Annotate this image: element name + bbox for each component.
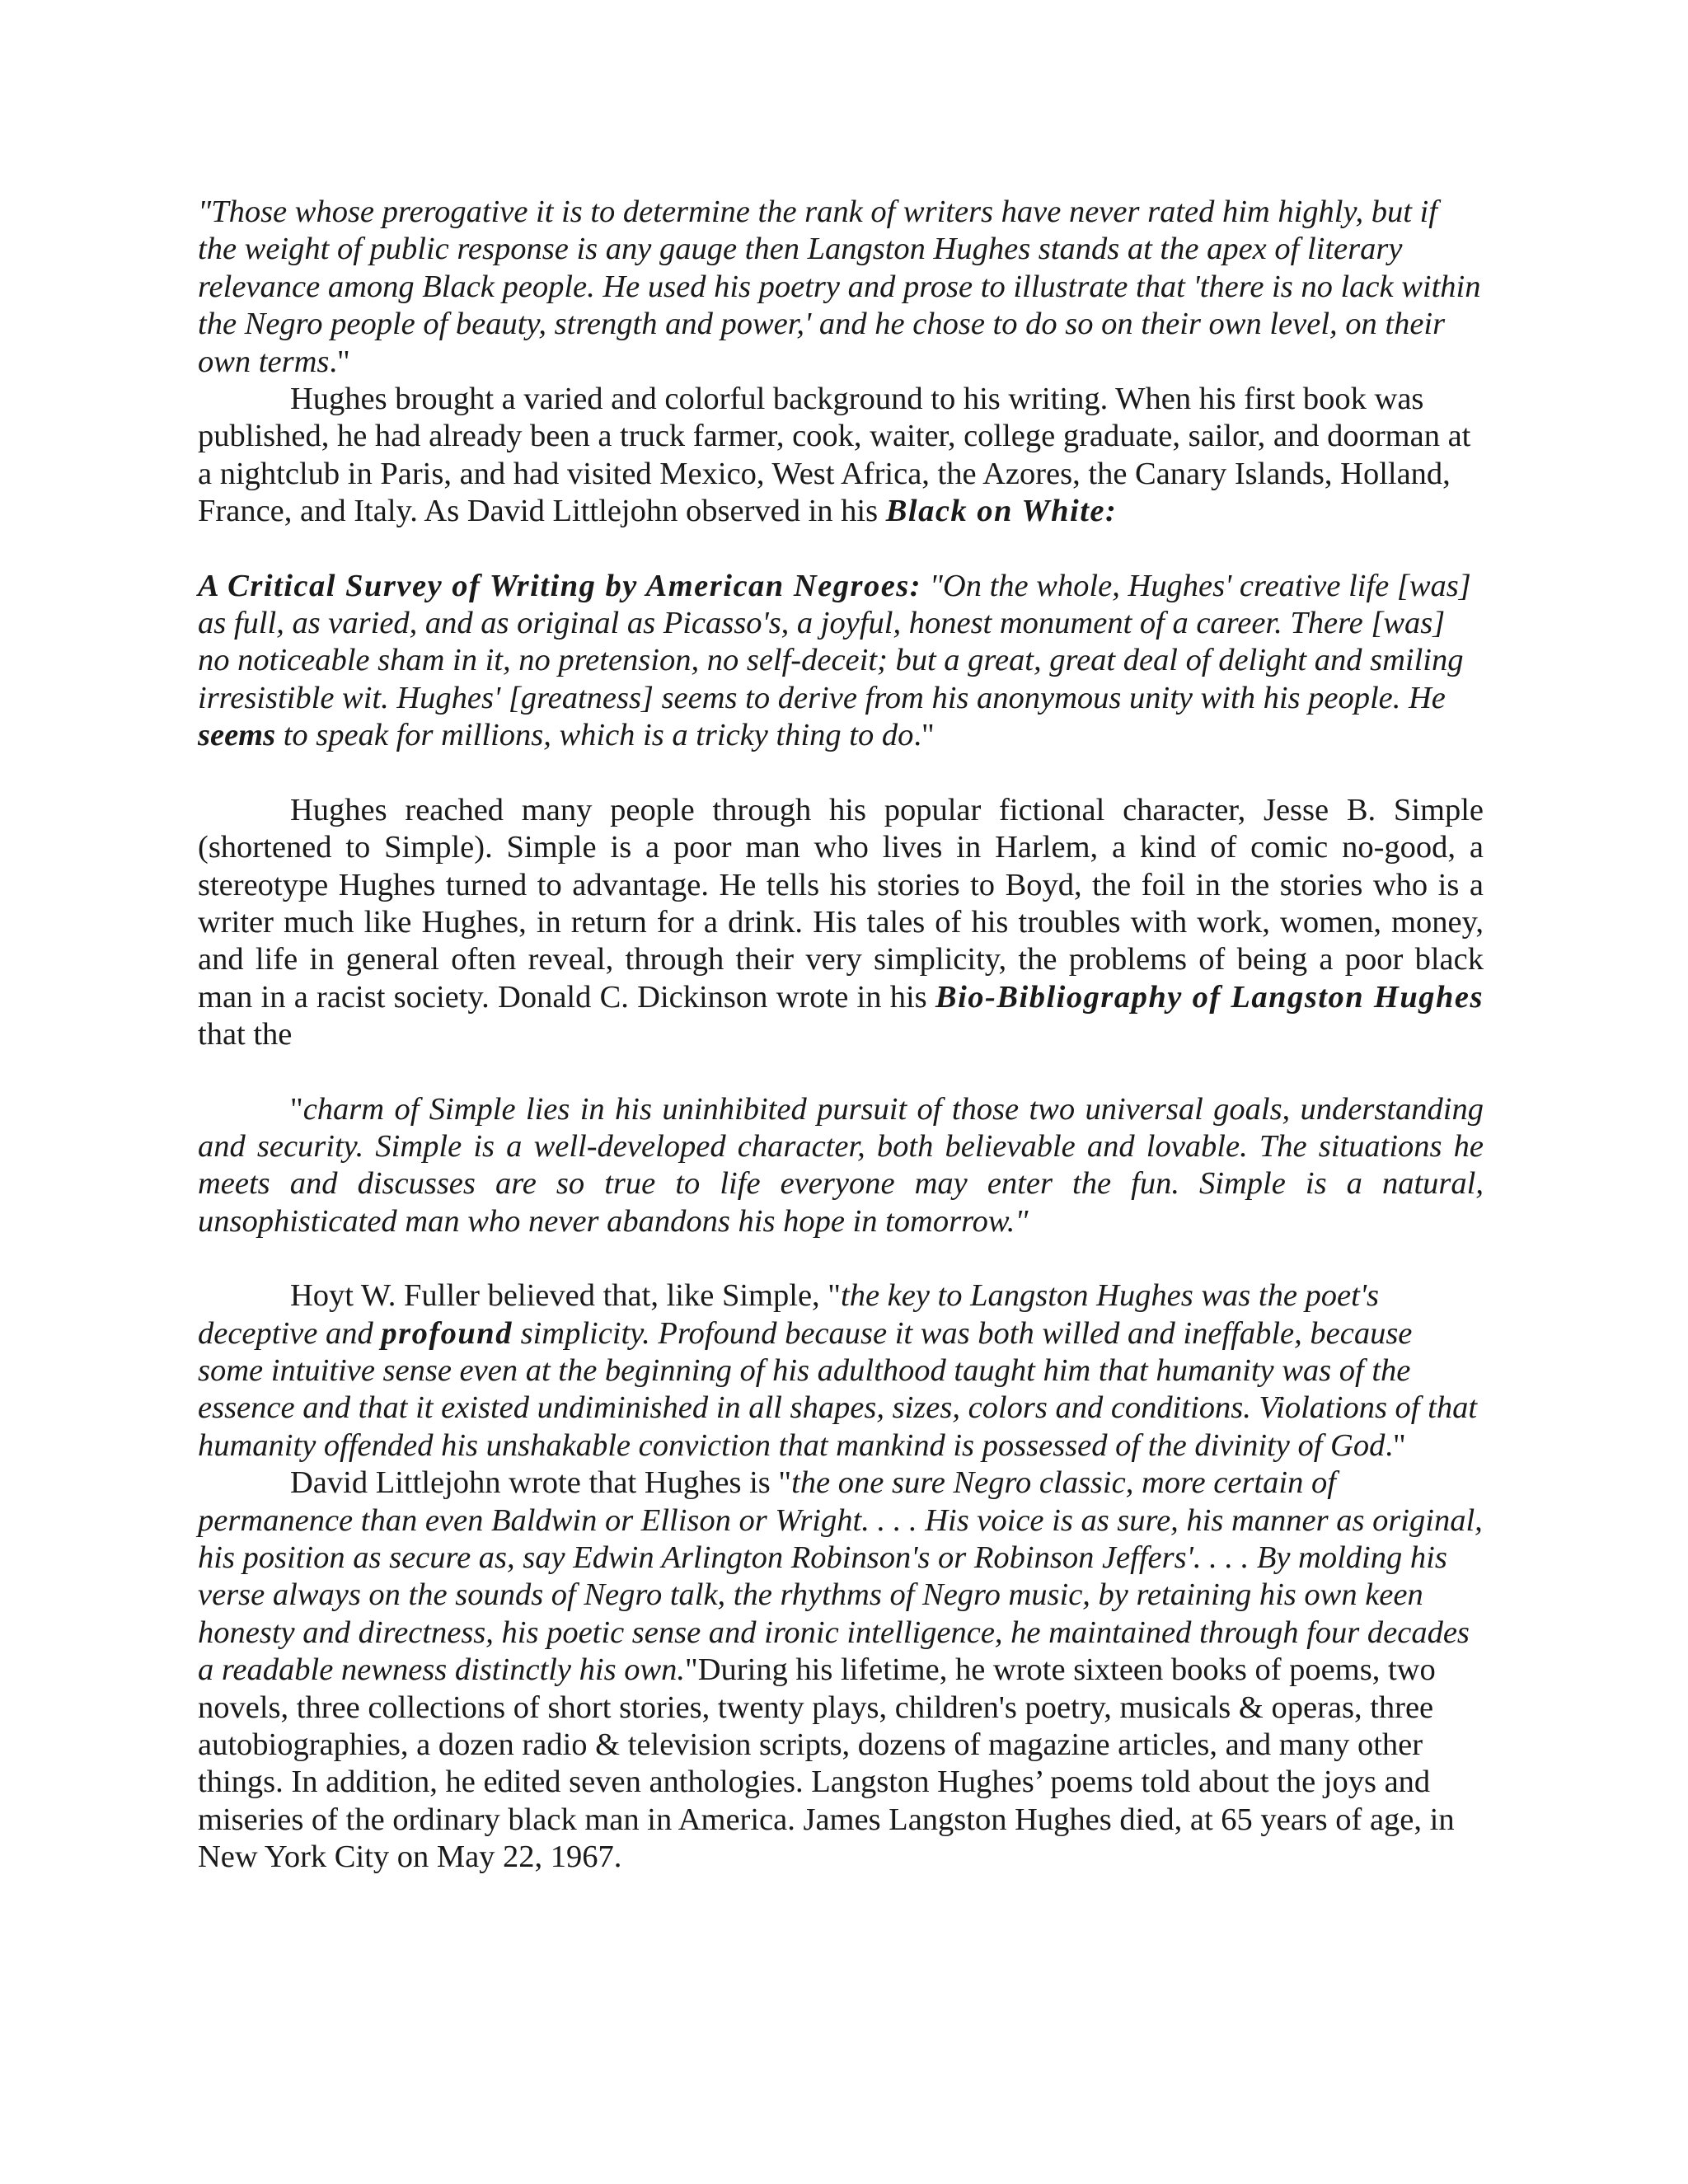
quote-text: charm of Simple lies in his uninhibited pursuit of those two universal goals, understanding and security. Simple is a well-developed character, both believable and lovable. The situations he meets and discusses are so true to life everyone may enter the fun. Simple is a natural, unsophisticated man who never abandons his hope in tomorrow." (198, 1091, 1484, 1239)
quote-close: ." (1385, 1427, 1406, 1463)
paragraph-littlejohn-classic (198, 1465, 1484, 1876)
paragraph-background (198, 381, 1484, 531)
emphasis-profound: profound (381, 1315, 513, 1351)
quote-text-b: simplicity. Profound because it was both willed and ineffable, because some intuitive sense even at the beginning of his adulthood taught him that humanity was of the essence and that it existed undiminished in all shapes, sizes, colors and conditions. Violations of that humanity offended his unshakable conviction that mankind is possessed of the divinity of God (198, 1315, 1478, 1463)
quote-open: " (290, 1091, 303, 1127)
document-page (198, 194, 1484, 1877)
quote-text: "Those whose prerogative it is to determine the rank of writers have never rated him highly, but if the weight of public response is any gauge then Langston Hughes stands at the apex of literary relevance among Black people. He used his poetry and prose to illustrate that 'there is no lack within the Negro people of beauty, strength and power,' and he chose to do so on their own level, on their own terms (198, 194, 1481, 379)
quote-text-b: to speak for millions, which is a tricky thing to do (275, 718, 914, 753)
quote-text-a: the key to Langston Hughes was the poet's deceptive and (198, 1278, 1380, 1351)
book-subtitle: A Critical Survey of Writing by American Negroes: (198, 568, 922, 603)
emphasis-seems: seems (198, 718, 276, 753)
paragraph-hoyt-fuller (198, 1277, 1484, 1465)
body-text: Hoyt W. Fuller believed that, like Simple, " (290, 1278, 841, 1314)
paragraph-quote-rank-of-writers (198, 194, 1484, 381)
body-text: Hughes reached many people through his popular fictional character, Jesse B. Simple (shortened to Simple). Simple is a poor man who lives in Harlem, a kind of comic no-good, a stereotype Hughes turned to advantage. He tells his stories to Boyd, the foil in the stories who is a writer much like Hughes, in return for a drink. His tales of his troubles with work, women, money, and life in general often reveal, through their very simplicity, the problems of being a poor black man in a racist society. Donald C. Dickinson wrote in his (198, 792, 1484, 1015)
paragraph-littlejohn-quote (198, 568, 1484, 755)
body-text-tail: "During his lifetime, he wrote sixteen books of poems, two novels, three collections of short stories, twenty plays, children's poetry, musicals & operas, three autobiographies, a dozen radio & television scripts, dozens of magazine articles, and many other things. In addition, he edited seven anthologies. Langston Hughes’ poems told about the joys and miseries of the ordinary black man in America. James Langston Hughes died, at 65 years of age, in New York City on May 22, 1967. (198, 1652, 1455, 1875)
paragraph-charm-of-simple (198, 1091, 1484, 1241)
paragraph-jesse-b-simple (198, 792, 1484, 1054)
quote-text: the one sure Negro classic, more certain of permanence than even Baldwin or Ellison or Wright. . . . His voice is as sure, his manner as original, his position as secure as, say Edwin Arlington Robinson's or Robinson Jeffers'. . . . By molding his verse always on the sounds of Negro talk, the rhythms of Negro music, by retaining his own keen honesty and directness, his poetic sense and ironic intelligence, he maintained through four decades a readable newness distinctly his own. (198, 1465, 1483, 1688)
body-text-tail: that the (198, 1017, 293, 1052)
body-text: David Littlejohn wrote that Hughes is " (290, 1465, 792, 1501)
quote-close: ." (913, 718, 935, 753)
book-title-black-on-white: Black on White: (885, 494, 1118, 529)
book-title-bio-bibliography: Bio-Bibliography of Langston Hughes (935, 979, 1484, 1015)
quote-text-a: "On the whole, Hughes' creative life [was] as full, as varied, and as original as Picasso's, a joyful, honest monument of a career. There [was] no noticeable sham in it, no pretension, no self-deceit; but a great, great deal of delight and smiling irresistible wit. Hughes' [greatness] seems to derive from his anonymous unity with his people. He (198, 568, 1471, 715)
quote-close: ." (329, 344, 350, 379)
body-text: Hughes brought a varied and colorful background to his writing. When his first book was published, he had already been a truck farmer, cook, waiter, college graduate, sailor, and doorman at a nightclub in Paris, and had visited Mexico, West Africa, the Azores, the Canary Islands, Holland, France, and Italy. As David Littlejohn observed in his (198, 382, 1471, 529)
